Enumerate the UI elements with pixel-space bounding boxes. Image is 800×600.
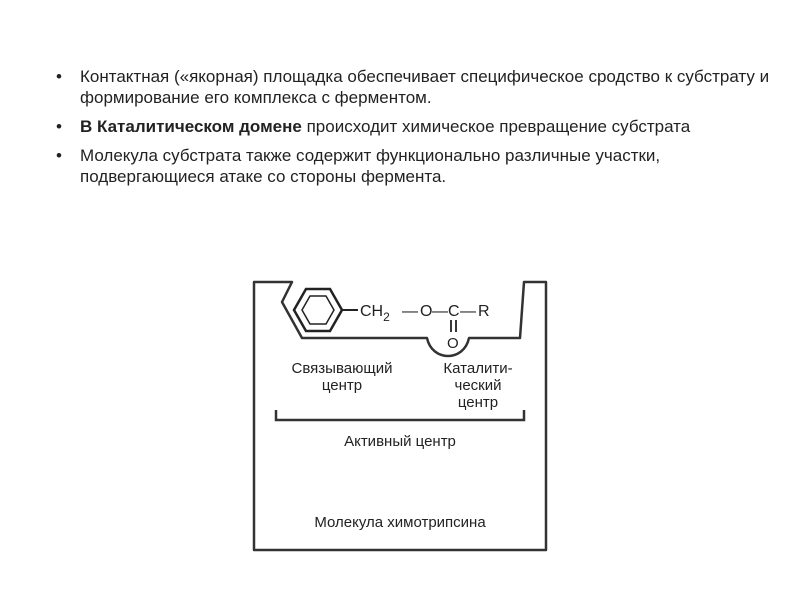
bullet-2-text: происходит химическое превращение субстрата: [301, 117, 691, 136]
formula-r: R: [478, 303, 490, 320]
bullet-3-text: Молекула субстрата также содержит функционально различные участки, подвергающиеся атаке со стороны фермента.: [80, 146, 661, 186]
active-center-bracket: [276, 410, 524, 420]
bullet-1-text: Контактная («якорная) площадка обеспечивает специфическое сродство к субстрату и формирование его комплекса с ферментом.: [80, 67, 770, 107]
bullet-2-bold: В Каталитическом домене: [80, 117, 302, 136]
bullet-dot-icon: •: [56, 146, 62, 165]
formula-ch2: [360, 303, 390, 324]
formula-dash1: —: [402, 303, 418, 320]
binding-center-label-1: Связывающий: [291, 360, 393, 377]
bullet-item-1: [52, 66, 772, 108]
catalytic-center-label-2: ческий: [454, 377, 502, 394]
enzyme-outline: [254, 282, 546, 550]
diagram-svg: [252, 272, 548, 552]
catalytic-center-label-1: Каталити-: [443, 360, 513, 377]
formula-ester-o: O: [420, 303, 433, 320]
bullet-item-2: [52, 116, 772, 137]
formula-sub2: 2: [383, 310, 390, 324]
binding-center-label-2: центр: [321, 377, 363, 394]
formula-dash2: —: [432, 303, 448, 320]
formula-ch: CH: [360, 303, 384, 320]
formula-carbonyl-o: O: [447, 335, 459, 352]
benzene-ring-icon: [294, 289, 342, 331]
molecule-label: Молекула химотрипсина: [314, 514, 486, 531]
formula-carbon: C: [448, 303, 460, 320]
bullet-item-3: [52, 145, 772, 187]
bullet-dot-icon: •: [56, 67, 62, 86]
bullet-list: [52, 66, 772, 195]
active-center-label: Активный центр: [344, 433, 456, 450]
catalytic-center-label-3: центр: [457, 394, 499, 411]
formula-dash3: —: [460, 303, 476, 320]
bullet-dot-icon: •: [56, 117, 62, 136]
chymotrypsin-diagram: [252, 272, 548, 552]
